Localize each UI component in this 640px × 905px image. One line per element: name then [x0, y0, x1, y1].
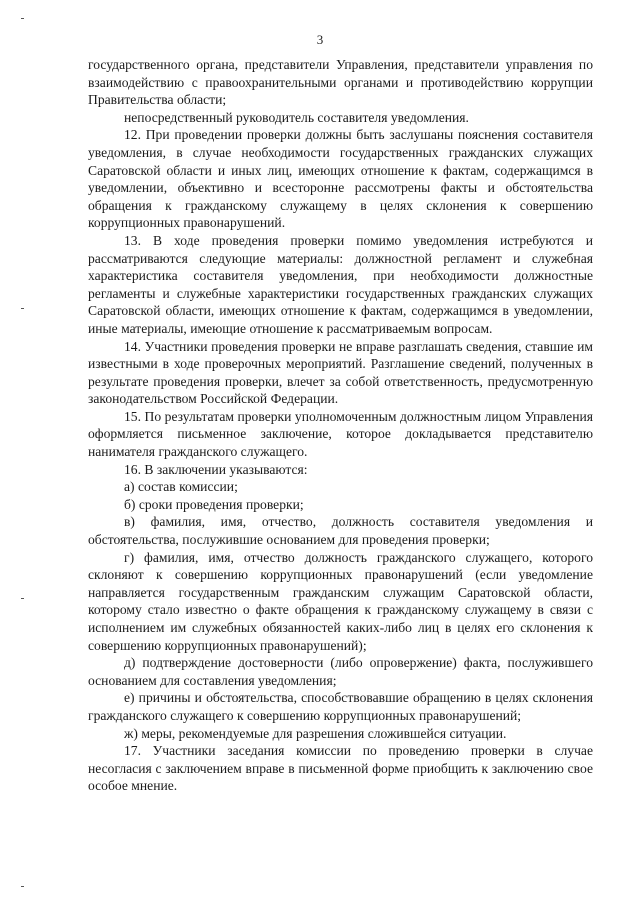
paragraph-continuation: государственного органа, представители Управления, представители управления по взаимодействию с правоохранительными органами и противодействию коррупции Правительства области;: [88, 57, 593, 108]
page-number: 3: [316, 32, 324, 47]
paragraph-14: 14. Участники проведения проверки не вправе разглашать сведения, ставшие им известными в ходе проверочных мероприятий. Разглашение сведений, полученных в результате проведения проверки, влечет за собой ответственность, предусмотренную законодательством Российской Федерации.: [88, 338, 593, 407]
scan-margin-mark: [21, 18, 24, 19]
scan-margin-mark: [21, 886, 24, 887]
list-item-16e: е) причины и обстоятельства, способствовавшие обращению в целях склонения гражданского служащего к совершению коррупционных правонарушений;: [88, 690, 593, 723]
scan-margin-mark: [21, 598, 24, 599]
document-body: [88, 56, 593, 795]
paragraph-supervisor: непосредственный руководитель составителя уведомления.: [124, 109, 469, 125]
list-item-16v: в) фамилия, имя, отчество, должность составителя уведомления и обстоятельства, послужившие основанием для проведения проверки;: [88, 514, 593, 548]
paragraph-17: 17. Участники заседания комиссии по проведению проверки в случае несогласия с заключением вправе в письменной форме приобщить к заключению свое особое мнение.: [88, 743, 593, 794]
list-item-16g: г) фамилия, имя, отчество должность гражданского служащего, которого склоняют к совершению коррупционных правонарушений (если уведомление направляется государственным гражданским служащим Саратовской области, которому стало известно о факте обращения к гражданскому служащему в связи с исполнением им служебных обязанностей каких-либо лиц в целях его склонения к совершению коррупционных правонарушений);: [88, 549, 593, 653]
list-item-16zh: ж) меры, рекомендуемые для разрешения сложившейся ситуации.: [124, 725, 507, 741]
list-item-16b: б) сроки проведения проверки;: [124, 496, 304, 512]
list-item-16d: д) подтверждение достоверности (либо опровержение) факта, послужившего основанием для составления уведомления;: [88, 655, 593, 688]
paragraph-12: 12. При проведении проверки должны быть заслушаны пояснения составителя уведомления, в случае необходимости государственных гражданских служащих Саратовской области и иных лиц, имеющих отношение к фактам, содержащимся в уведомлении, объективно и всесторонне рассмотрены факты и обстоятельства обращения к гражданскому служащему в целях склонения к совершению коррупционных правонарушений.: [88, 127, 593, 231]
scan-margin-mark: [21, 308, 24, 309]
list-item-16a: а) состав комиссии;: [124, 479, 238, 495]
paragraph-15: 15. По результатам проверки уполномоченным должностным лицом Управления оформляется письменное заключение, которое докладывается представителю нанимателя гражданского служащего.: [88, 408, 593, 460]
paragraph-13: 13. В ходе проведения проверки помимо уведомления истребуются и рассматриваются следующие материалы: должностной регламент и служебная характеристика составителя уведомления, при необходимости должностные регламенты и служебные характеристики государственных гражданских служащих Саратовской области, имеющих отношение к фактам, содержащимся в уведомлении, иные материалы, имеющие отношение к рассматриваемым вопросам.: [88, 232, 593, 336]
paragraph-16: 16. В заключении указываются:: [124, 461, 308, 477]
